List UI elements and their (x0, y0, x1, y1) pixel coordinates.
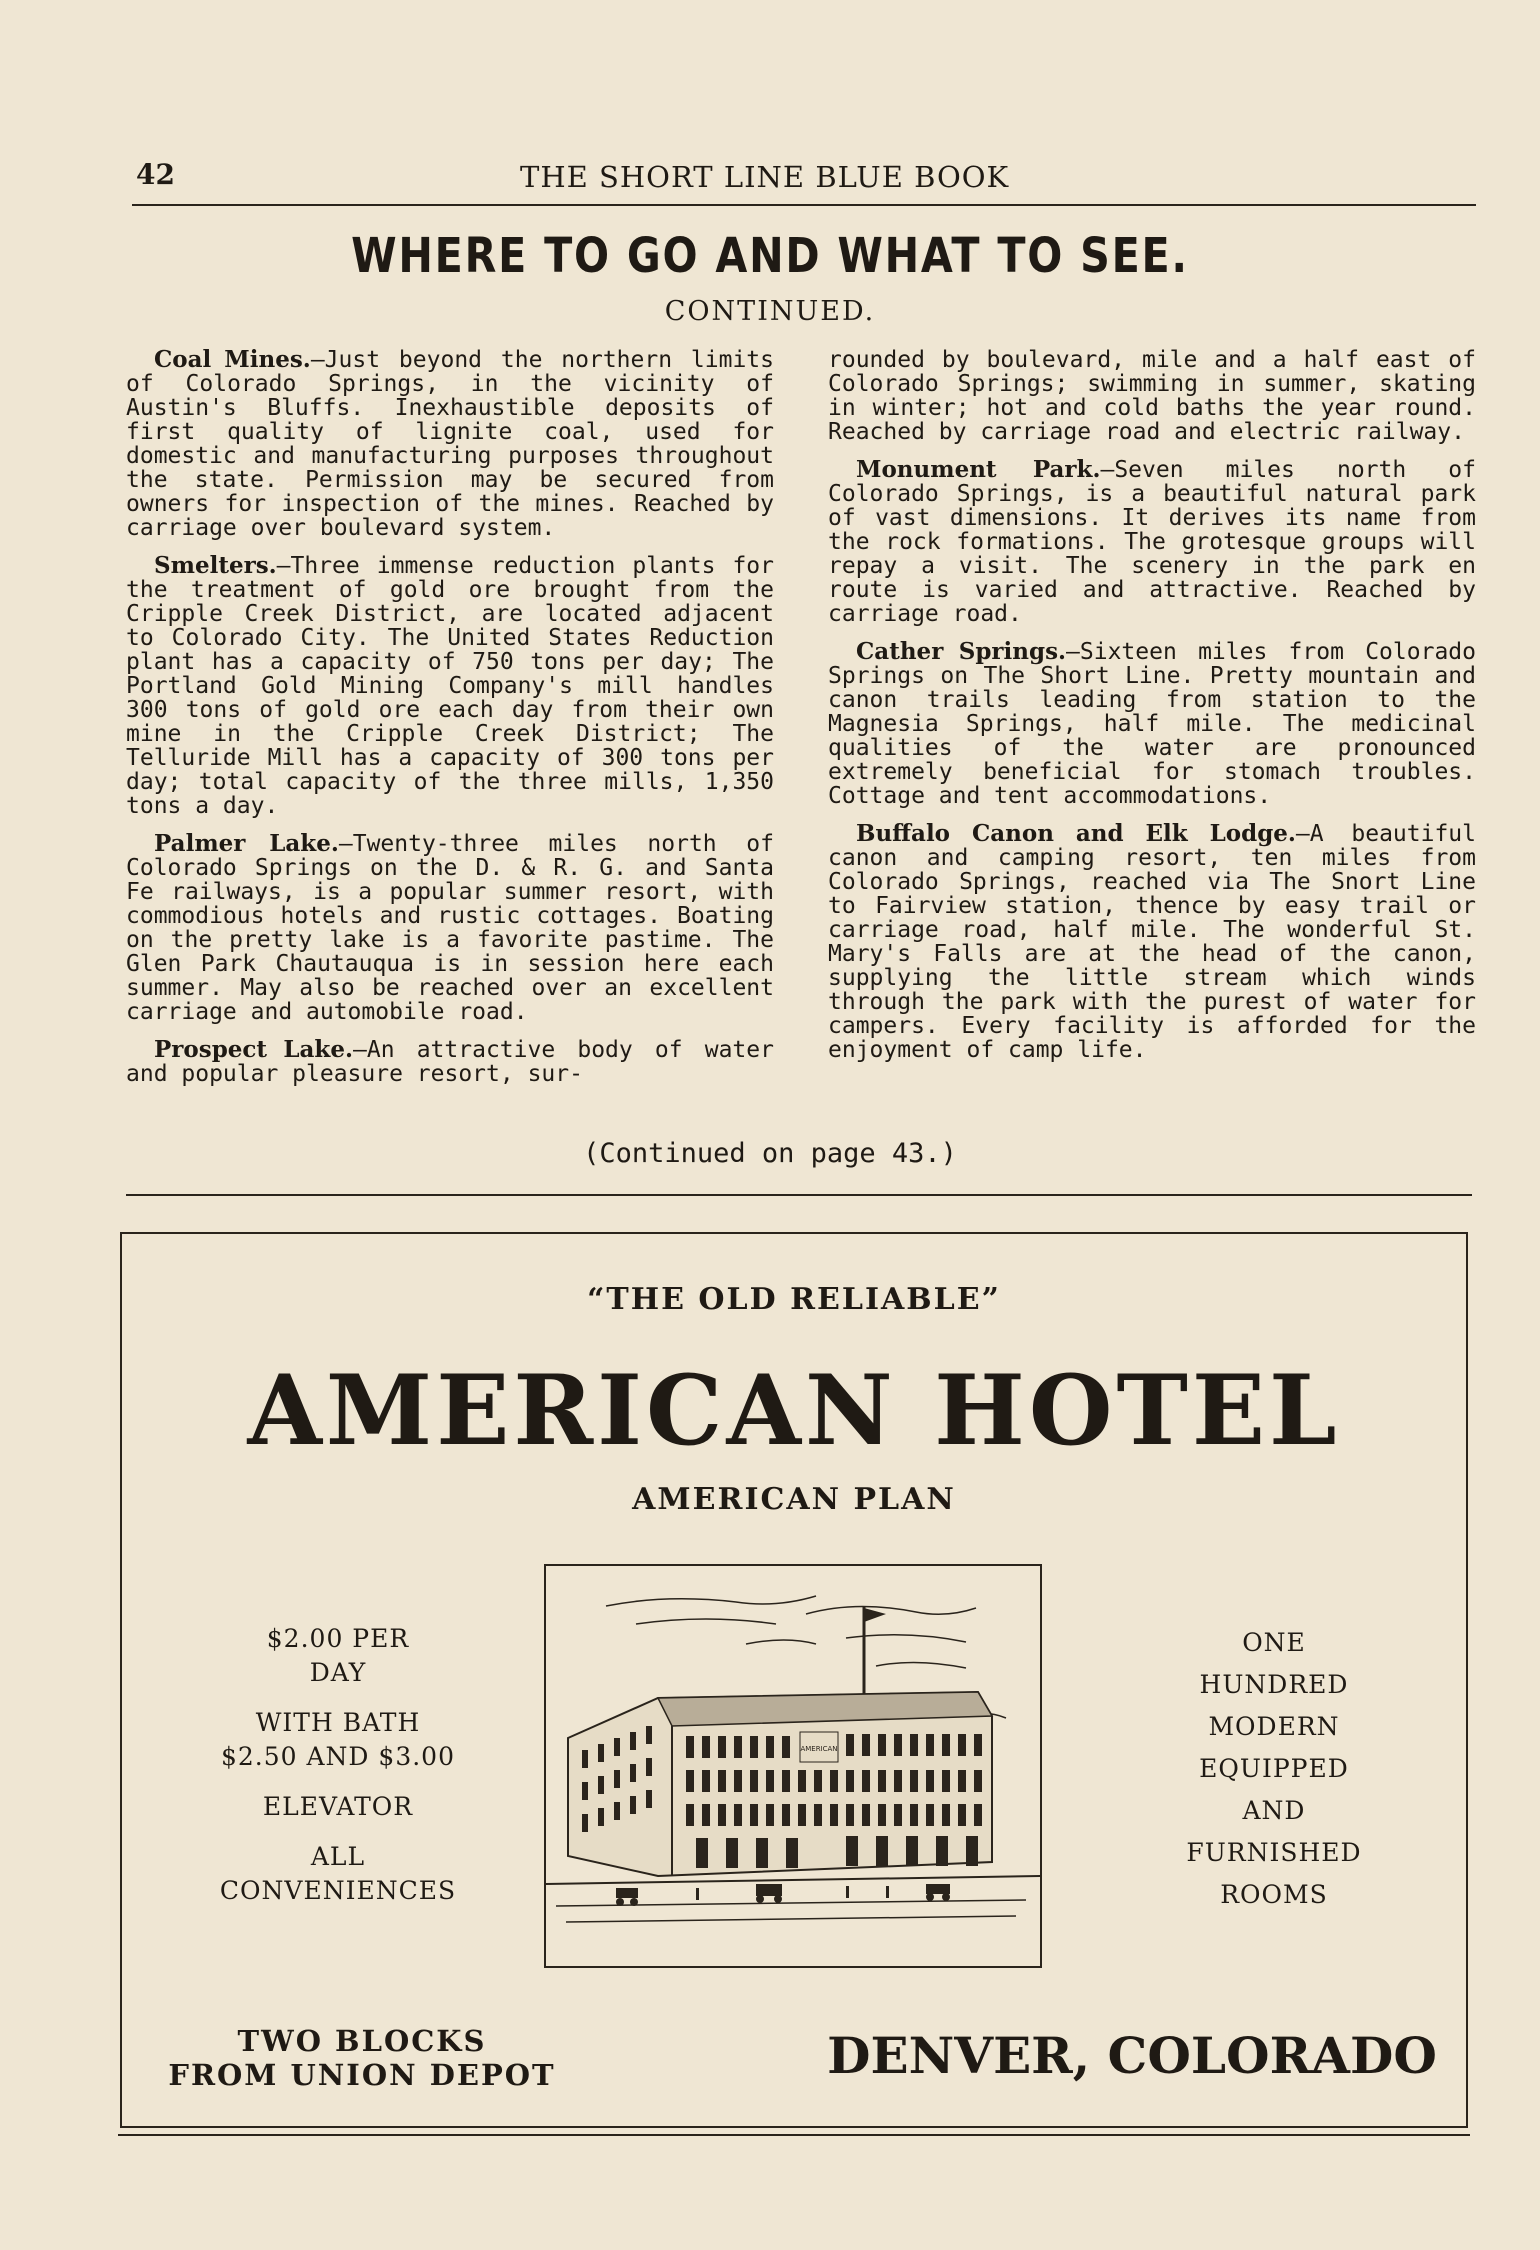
entry-body: —An attractive body of water and popular pleasure resort, sur- (126, 1037, 774, 1087)
entry-body: rounded by boulevard, mile and a half east of Colorado Springs; swimming in summer, skating in winter; hot and cold baths the year round. Reached by carriage road and electric railway. (828, 347, 1476, 445)
section-subtitle: CONTINUED. (664, 296, 876, 327)
rooms-line: MODERN (1208, 1712, 1340, 1741)
hotel-plan: AMERICAN PLAN (632, 1482, 956, 1517)
hotel-illustration (544, 1564, 1042, 1968)
entry-buffalo-canon (828, 822, 1476, 1062)
ad-tagline: “THE OLD RELIABLE” (587, 1282, 1001, 1317)
location-line: FROM UNION DEPOT (168, 2058, 556, 2092)
entry-heading: Smelters. (154, 552, 277, 579)
entry-prospect-lake (126, 1038, 774, 1086)
right-column (828, 348, 1476, 1076)
hotel-building-engraving (546, 1566, 1040, 1966)
rates-block (188, 1622, 488, 1908)
left-column (126, 348, 774, 1100)
rooms-line: ROOMS (1220, 1880, 1328, 1909)
rooms-line: ONE (1242, 1628, 1306, 1657)
ad-bottom-rule (118, 2134, 1470, 2136)
section-title: WHERE TO GO AND WHAT TO SEE. (351, 228, 1189, 284)
entry-smelters (126, 554, 774, 818)
entry-body: —A beautiful canon and camping resort, ten miles from Colorado Springs, reached via The Snort Line to Fairview station, thence by easy trail or carriage road, half mile. The wonderful St. Mary's Falls are at the head of the canon, supplying the little stream which winds through the park with the purest of water for campers. Every facility is afforded for the enjoyment of camp life. (828, 821, 1476, 1063)
continued-note: (Continued on page 43.) (583, 1138, 957, 1169)
entry-heading: Cather Springs. (856, 638, 1067, 665)
entry-body: —Sixteen miles from Colorado Springs on The Short Line. Pretty mountain and canon trails leading from station to the Magnesia Springs, half mile. The medicinal qualities of the water are pronounced extremely beneficial for stomach troubles. Cottage and tent accommodations. (828, 639, 1476, 809)
entry-heading: Prospect Lake. (154, 1036, 354, 1063)
entry-cather-springs (828, 640, 1476, 808)
page-number: 42 (136, 158, 175, 191)
entry-heading: Palmer Lake. (154, 830, 339, 857)
location-line: TWO BLOCKS (237, 2024, 487, 2058)
hotel-sign-text: AMERICAN (800, 1745, 838, 1753)
rooms-line: HUNDRED (1199, 1670, 1349, 1699)
section-divider (126, 1194, 1472, 1196)
conveniences-line: CONVENIENCES (219, 1876, 457, 1905)
entry-body: —Just beyond the northern limits of Colorado Springs, in the vicinity of Austin's Bluffs. Inexhaustible deposits of first quality of lignite coal, used for domestic and manufacturing purposes throughout the state. Permission may be secured from owners for inspection of the mines. Reached by carriage over boulevard system. (126, 347, 774, 541)
entry-heading: Buffalo Canon and Elk Lodge. (856, 820, 1296, 847)
rooms-line: AND (1242, 1796, 1306, 1825)
elevator-label: ELEVATOR (262, 1792, 414, 1821)
rate-line: DAY (309, 1658, 367, 1687)
rate-line: $2.00 PER (266, 1624, 410, 1653)
rooms-line: FURNISHED (1186, 1838, 1362, 1867)
entry-body: —Three immense reduction plants for the treatment of gold ore brought from the Cripple Creek District, are located adjacent to Colorado City. The United States Reduction plant has a capacity of 750 tons per day; The Portland Gold Mining Company's mill handles 300 tons of gold ore each day from their own mine in the Cripple Creek District; The Telluride Mill has a capacity of 300 tons per day; total capacity of the three mills, 1,350 tons a day. (126, 553, 774, 819)
header-rule (132, 204, 1476, 206)
hotel-name: AMERICAN HOTEL (247, 1354, 1341, 1467)
entry-monument-park (828, 458, 1476, 626)
rooms-block (1124, 1622, 1424, 1916)
entry-heading: Monument Park. (856, 456, 1101, 483)
bath-price: $2.50 AND $3.00 (220, 1742, 455, 1771)
entry-prospect-lake-continued (828, 348, 1476, 444)
running-title: THE SHORT LINE BLUE BOOK (520, 160, 1010, 194)
rooms-line: EQUIPPED (1199, 1754, 1349, 1783)
location-note (162, 2024, 562, 2092)
hotel-advertisement (120, 1232, 1468, 2128)
entry-body: —Twenty-three miles north of Colorado Springs on the D. & R. G. and Santa Fe railways, is a popular summer resort, with commodious hotels and rustic cottages. Boating on the pretty lake is a favorite pastime. The Glen Park Chautauqua is in session here each summer. May also be reached over an excellent carriage and automobile road. (126, 831, 774, 1025)
entry-palmer-lake (126, 832, 774, 1024)
bath-line: WITH BATH (255, 1708, 421, 1737)
conveniences-line: ALL (310, 1842, 366, 1871)
entry-heading: Coal Mines. (154, 346, 311, 373)
entry-body: —Seven miles north of Colorado Springs, is a beautiful natural park of vast dimensions. It derives its name from the rock formations. The grotesque groups will repay a visit. The scenery in the park en route is varied and attractive. Reached by carriage road. (828, 457, 1476, 627)
entry-coal-mines (126, 348, 774, 540)
hotel-city: DENVER, COLORADO (827, 2026, 1437, 2085)
